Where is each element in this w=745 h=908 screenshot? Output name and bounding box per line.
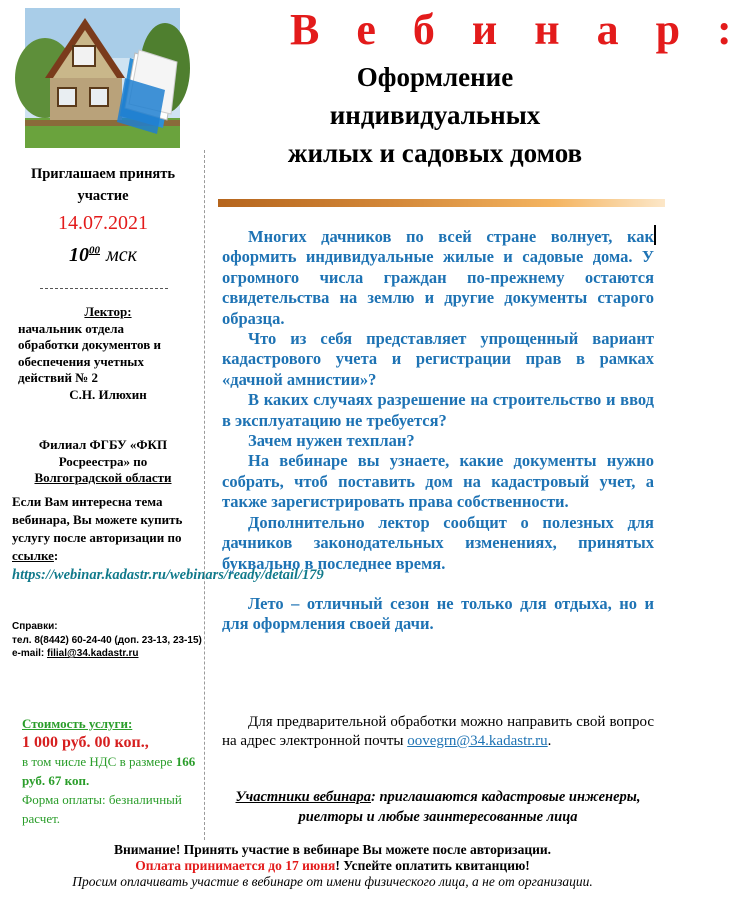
contacts-email[interactable]: filial@34.kadastr.ru (47, 648, 139, 659)
lector-line: начальник отдела (18, 320, 124, 336)
interest-colon: : (53, 548, 59, 563)
text-cursor (654, 225, 656, 245)
contacts-phone: тел. 8(8442) 60-24-40 (доп. 23-13, 23-15) (12, 634, 202, 646)
participants-text: : приглашаются кадастровые инженеры, риелторы и любые заинтересованные лица (298, 789, 641, 825)
prelim-block (222, 713, 654, 751)
filial-region: Волгоградской области (34, 470, 172, 485)
prelim-end: . (547, 733, 552, 749)
page-title: В е б и н а р : (290, 5, 745, 54)
column-divider (204, 150, 205, 840)
cost-payment: Форма оплаты: безналичный расчет. (22, 792, 182, 826)
content-paragraph: Дополнительно лектор сообщит о полезных для дачников законодательных изменениях, принятых буквально в последнее время. (222, 512, 654, 573)
lector-label: Лектор: (84, 304, 132, 319)
cost-price: 1 000 руб. 00 коп., (22, 734, 149, 751)
invite-text: Приглашаем принять участие (30, 166, 176, 204)
filial-line: Филиал ФГБУ «ФКП (38, 437, 168, 452)
footer-payment-rest: ! Успейте оплатить квитанцию! (335, 858, 530, 873)
gradient-divider (218, 199, 665, 207)
webinar-time (8, 244, 198, 267)
cost-nds-value: 166 руб. 67 коп. (22, 754, 196, 788)
lector-line: обработки документов и (18, 337, 161, 352)
cost-nds-prefix: в том числе НДС в размере (22, 754, 173, 769)
participants-label: Участники вебинара (235, 789, 371, 805)
content-paragraph: В каких случаях разрешение на строительство и ввод в эксплуатацию не требуется? (222, 390, 654, 430)
dashed-divider (40, 288, 168, 289)
subtitle-line: жилых и садовых домов (287, 138, 583, 168)
time-hours: 10 (69, 244, 89, 266)
interest-text (12, 493, 200, 565)
time-minutes: 00 (89, 244, 100, 257)
footer (0, 842, 665, 890)
footer-note: Просим оплачивать участие в вебинаре от имени физического лица, а не от организации. (72, 874, 593, 889)
cost-block (22, 714, 202, 828)
participants-block (222, 787, 654, 827)
house-photo (25, 8, 180, 148)
cost-title: Стоимость услуги: (22, 716, 133, 731)
contacts-email-label: e-mail: (12, 648, 45, 659)
content-paragraph: Многих дачников по всей стране волнует, как оформить индивидуальные жилые и садовые дома. У огромного числа граждан по-прежнему остаются свидетельства на землю и другие документы старого образца. (222, 227, 654, 328)
lector-block (18, 304, 198, 403)
prelim-text: Для предварительной обработки можно направить свой вопрос на адрес электронной почты (222, 714, 654, 749)
summer-paragraph: Лето – отличный сезон не только для отдыха, но и для оформления своей дачи. (222, 593, 654, 634)
page-subtitle (225, 58, 645, 172)
subtitle-line: индивидуальных (329, 100, 541, 130)
subtitle-line: Оформление (356, 62, 514, 92)
webinar-link[interactable]: https://webinar.kadastr.ru/webinars/ready/detail/179 (12, 567, 324, 583)
contacts-block (12, 620, 202, 661)
footer-payment (0, 858, 665, 874)
lector-line: действий № 2 (18, 370, 99, 385)
prelim-email[interactable]: oovegrn@34.kadastr.ru (407, 733, 548, 749)
interest-body: Если Вам интересна тема вебинара, Вы можете купить услугу после авторизации по (12, 494, 183, 545)
filial-block (8, 437, 198, 487)
footer-payment-deadline: Оплата принимается до 17 июня (135, 858, 336, 873)
time-zone: мск (106, 244, 137, 266)
content-paragraph: Зачем нужен техплан? (248, 431, 415, 451)
interest-link-word: ссылке (12, 548, 54, 563)
cost-nds (22, 752, 202, 790)
lector-name: С.Н. Илюхин (69, 386, 147, 402)
main-content (222, 227, 654, 635)
content-paragraph: Что из себя представляет упрощенный вариант кадастрового учета и регистрации прав в рамках «дачной амнистии»? (222, 329, 654, 389)
footer-warning: Внимание! Принять участие в вебинаре Вы можете после авторизации. (113, 842, 552, 857)
lector-line: обеспечения учетных (18, 353, 144, 369)
contacts-title: Справки: (12, 621, 58, 632)
content-paragraph: На вебинаре вы узнаете, какие документы нужно собрать, чтоб поставить дом на кадастровый учет, а также зарегистрировать права собственности. (222, 451, 654, 512)
prelim-paragraph (222, 713, 654, 751)
webinar-date: 14.07.2021 (58, 212, 148, 234)
filial-line: Росреестра» по (58, 453, 148, 469)
